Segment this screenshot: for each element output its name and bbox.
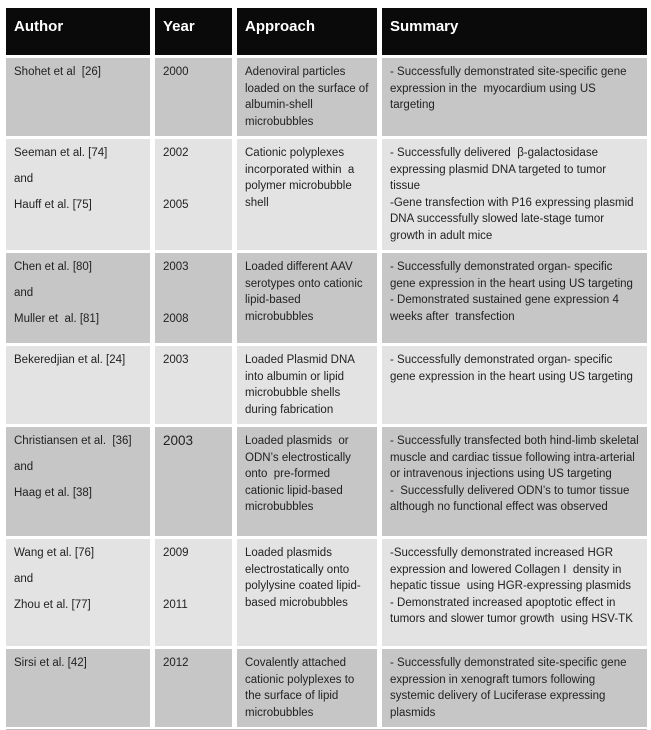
year-line: 2011 xyxy=(163,599,188,611)
summary-item: - Successfully delivered β-galactosidase expressing plasmid DNA targeted to tumor tissue xyxy=(390,147,610,192)
approach-cell: Loaded different AAV serotypes onto cationic lipid-based microbubbles xyxy=(237,253,377,343)
summary-item: -Successfully demonstrated increased HGR expression and lowered Collagen I density in hepatic tissue using HGR-expressing plasmids xyxy=(390,547,631,592)
summary-item: - Demonstrated sustained gene expression 4 weeks after transfection xyxy=(390,294,623,323)
year-line xyxy=(163,571,224,597)
author-cell xyxy=(6,139,150,250)
summary-item: - Successfully demonstrated organ- specific gene expression in the heart using US targeting xyxy=(390,261,633,290)
author-line: Shohet et al [26] xyxy=(14,66,101,78)
author-line: Hauff et al. [75] xyxy=(14,199,92,211)
summary-cell xyxy=(382,346,647,424)
author-line: and xyxy=(14,287,34,299)
year-cell xyxy=(155,253,232,343)
author-cell xyxy=(6,58,150,136)
author-line: and xyxy=(14,173,34,185)
author-line: Bekeredjian et al. [24] xyxy=(14,354,126,366)
year-line: 2002 xyxy=(163,147,189,159)
column-header-summary: Summary xyxy=(382,8,647,55)
table-row xyxy=(6,58,647,136)
author-cell xyxy=(6,253,150,343)
column-header-approach: Approach xyxy=(237,8,377,55)
author-line: Sirsi et al. [42] xyxy=(14,657,87,669)
year-line: 2003 xyxy=(163,261,189,273)
summary-cell xyxy=(382,539,647,646)
table-row xyxy=(6,346,647,424)
summary-item: -Gene transfection with P16 expressing plasmid DNA successfully slowed late-stage tumor growth in adult mice xyxy=(390,196,637,242)
table-row xyxy=(6,253,647,343)
approach-cell: Loaded plasmids or ODN’s electrostically onto pre-formed cationic lipid-based microbubbles xyxy=(237,427,377,536)
summary-cell xyxy=(382,427,647,536)
summary-cell xyxy=(382,139,647,250)
approach-cell: Loaded plasmids electrostatically onto polylysine coated lipid-based microbubbles xyxy=(237,539,377,646)
approach-cell: Cationic polyplexes incorporated within a polymer microbubble shell xyxy=(237,139,377,250)
column-header-author: Author xyxy=(6,8,150,55)
year-cell xyxy=(155,427,232,536)
summary-item: - Successfully delivered ODN’s to tumor tissue although no functional effect was observed xyxy=(390,484,636,513)
summary-item: - Successfully transfected both hind-limb skeletal muscle and cardiac tissue following intra-arterial or intravenous injections using US targeting xyxy=(390,435,642,480)
table-row xyxy=(6,427,647,536)
year-line xyxy=(163,171,224,197)
author-line: Christiansen et al. [36] xyxy=(14,435,132,447)
year-line: 2005 xyxy=(163,199,189,211)
summary-item: - Successfully demonstrated site-specific gene expression in the myocardium using US targeting xyxy=(390,66,630,111)
author-cell xyxy=(6,649,150,727)
year-line: 2000 xyxy=(163,66,189,78)
literature-table xyxy=(6,8,647,730)
author-line: Seeman et al. [74] xyxy=(14,147,108,159)
author-line: and xyxy=(14,461,34,473)
year-line: 2012 xyxy=(163,657,189,669)
author-line: Muller et al. [81] xyxy=(14,313,100,325)
summary-item: - Demonstrated increased apoptotic effect in tumors and slower tumor growth using HSV-TK xyxy=(390,596,633,625)
table-row xyxy=(6,139,647,250)
year-line: 2003 xyxy=(163,433,194,448)
author-line: and xyxy=(14,573,34,585)
author-line: Chen et al. [80] xyxy=(14,261,92,273)
author-line: Zhou et al. [77] xyxy=(14,599,91,611)
year-line: 2003 xyxy=(163,354,189,366)
summary-cell xyxy=(382,58,647,136)
approach-cell: Adenoviral particles loaded on the surface of albumin-shell microbubbles xyxy=(237,58,377,136)
approach-cell: Loaded Plasmid DNA into albumin or lipid microbubble shells during fabrication xyxy=(237,346,377,424)
table-row xyxy=(6,539,647,646)
author-cell xyxy=(6,539,150,646)
table-row xyxy=(6,649,647,727)
summary-item: - Successfully demonstrated site-specific gene expression in xenograft tumors following systemic delivery of Luciferase expressing plasmids xyxy=(390,657,630,719)
table-header-row xyxy=(6,8,647,55)
column-header-year: Year xyxy=(155,8,232,55)
year-line xyxy=(163,285,224,311)
approach-cell: Covalently attached cationic polyplexes to the surface of lipid microbubbles xyxy=(237,649,377,727)
author-cell xyxy=(6,346,150,424)
year-cell xyxy=(155,539,232,646)
year-cell xyxy=(155,649,232,727)
year-line: 2009 xyxy=(163,547,189,559)
summary-item: - Successfully demonstrated organ- specific gene expression in the heart using US targeting xyxy=(390,354,633,383)
summary-cell xyxy=(382,253,647,343)
author-line: Haag et al. [38] xyxy=(14,487,92,499)
author-cell xyxy=(6,427,150,536)
author-line: Wang et al. [76] xyxy=(14,547,95,559)
summary-cell xyxy=(382,649,647,727)
year-cell xyxy=(155,346,232,424)
year-line: 2008 xyxy=(163,313,189,325)
year-cell xyxy=(155,139,232,250)
year-cell xyxy=(155,58,232,136)
